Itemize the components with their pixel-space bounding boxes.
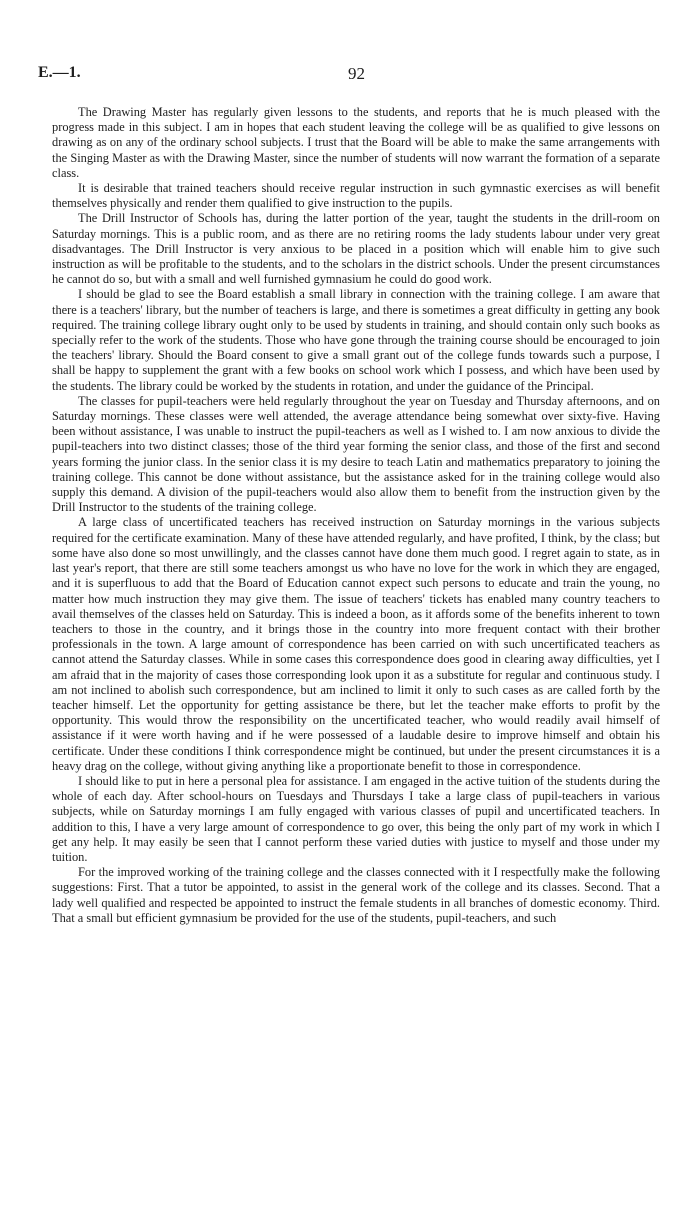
paragraph-library: I should be glad to see the Board establish a small library in connection with the training college. I am aware that there is a teachers' library, but the number of teachers is large, and there is sometimes a great difficulty in getting any book required. The training college library ought only to be used by students in training, and should contain only such books as specially refer to the work of the students. Those who have gone through the training course should be encouraged to join the teachers' library. Should the Board consent to give a small grant out of the college funds towards such a purpose, I shall be happy to supplement the grant with a few books on school work which I possess, and which have been used by the students. The library could be worked by the students in rotation, and under the guidance of the Principal. xyxy=(52,287,660,393)
paragraph-gymnastic-exercises: It is desirable that trained teachers should receive regular instruction in such gymnastic exercises as will benefit themselves physically and render them qualified to give instruction to the pupils. xyxy=(52,181,660,211)
page-header xyxy=(38,64,660,88)
paragraph-personal-plea: I should like to put in here a personal plea for assistance. I am engaged in the active tuition of the students during the whole of each day. After school-hours on Tuesdays and Thursdays I take a large class of pupil-teachers in various subjects, while on Saturday mornings I am fully engaged with various classes of pupil and uncertificated teachers. In addition to this, I have a very large amount of correspondence to go over, this being the only part of my work in which I get any help. It may easily be seen that I cannot perform these varied duties with justice to myself and those under my tuition. xyxy=(52,773,660,864)
paragraph-drill-instructor: The Drill Instructor of Schools has, during the latter portion of the year, taught the students in the drill-room on Saturday mornings. This is a public room, and as there are no retiring rooms the lady students labour under very great disadvantages. The Drill Instructor is very anxious to be placed in a position which will enable him to give such instruction as will be profitable to the students, and to the scholars in the district schools. Under the present circumstances he cannot do so, but with a small and well furnished gymnasium he could do good work. xyxy=(52,211,660,287)
paragraph-uncertificated-teachers: A large class of uncertificated teachers has received instruction on Saturday mornings in the various subjects required for the certificate examination. Many of these have attended regularly, and have profited, I think, by the class; but some have also done so most unwillingly, and the classes cannot have done them much good. I regret again to state, as in last year's report, that there are still some teachers amongst us who have no love for the work in which they are engaged, and it is superfluous to add that the Board of Education cannot expect such persons to educate and train the young, no matter how much instruction they may give them. The issue of teachers' tickets has enabled many country teachers to avail themselves of the classes held on Saturday. This is indeed a boon, as it affords some of the benefits inherent to town teachers to those in the country, and it brings those in the country into more frequent contact with their brother professionals in the town. A large amount of correspondence has been carried on with such uncertificated teachers as cannot attend the Saturday classes. While in some cases this correspondence does good in clearing away difficulties, yet I am afraid that in the majority of cases those corresponding look upon it as a substitute for regular and continuous study. I am not inclined to abolish such correspondence, but am inclined to limit it only to such cases as are called forth by the teacher himself. Let the opportunity for getting assistance be there, but let the teacher make efforts to profit by the opportunity. This would throw the responsibility on the uncertificated teacher, who would readily avail himself of assistance if it were worth having and if he were possessed of a laudable desire to improve himself and obtain his certificate. Under these conditions I think correspondence might be continued, but under the present circumstances it is a heavy drag on the college, without giving anything like a proportionate benefit to those in correspondence. xyxy=(52,515,660,773)
document-reference: E.—1. xyxy=(38,64,81,81)
paragraph-pupil-teacher-classes: The classes for pupil-teachers were held regularly throughout the year on Tuesday and Thursday afternoons, and on Saturday mornings. These classes were well attended, the average attendance being somewhat over sixty-five. Having been without assistance, I was unable to instruct the pupil-teachers as well as I wished to. I am now anxious to divide the pupil-teachers into two distinct classes; those of the third year forming the senior class, and those of the first and second years forming the junior class. In the senior class it is my desire to teach Latin and mathematics preparatory to joining the training college. This cannot be done without assistance, but the assistance asked for in the training college would also supply this demand. A division of the pupil-teachers would also allow them to benefit from the instruction given by the Drill Instructor to the students of the training college. xyxy=(52,393,660,515)
paragraph-suggestions: For the improved working of the training college and the classes connected with it I respectfully make the following suggestions: First. That a tutor be appointed, to assist in the general work of the college and its classes. Second. That a lady well qualified and respected be appointed to instruct the female students in all branches of domestic economy. Third. That a small but efficient gymnasium be provided for the use of the students, pupil-teachers, and such xyxy=(52,865,660,925)
report-body xyxy=(52,105,660,926)
page-number: 92 xyxy=(348,64,365,83)
paragraph-drawing-master: The Drawing Master has regularly given lessons to the students, and reports that he is much pleased with the progress made in this subject. I am in hopes that each student leaving the college will be as qualified to give lessons on drawing as on any of the ordinary school subjects. I trust that the Board will be able to make the same arrangements with the Singing Master as with the Drawing Master, since the number of students will now warrant the formation of a separate class. xyxy=(52,105,660,180)
